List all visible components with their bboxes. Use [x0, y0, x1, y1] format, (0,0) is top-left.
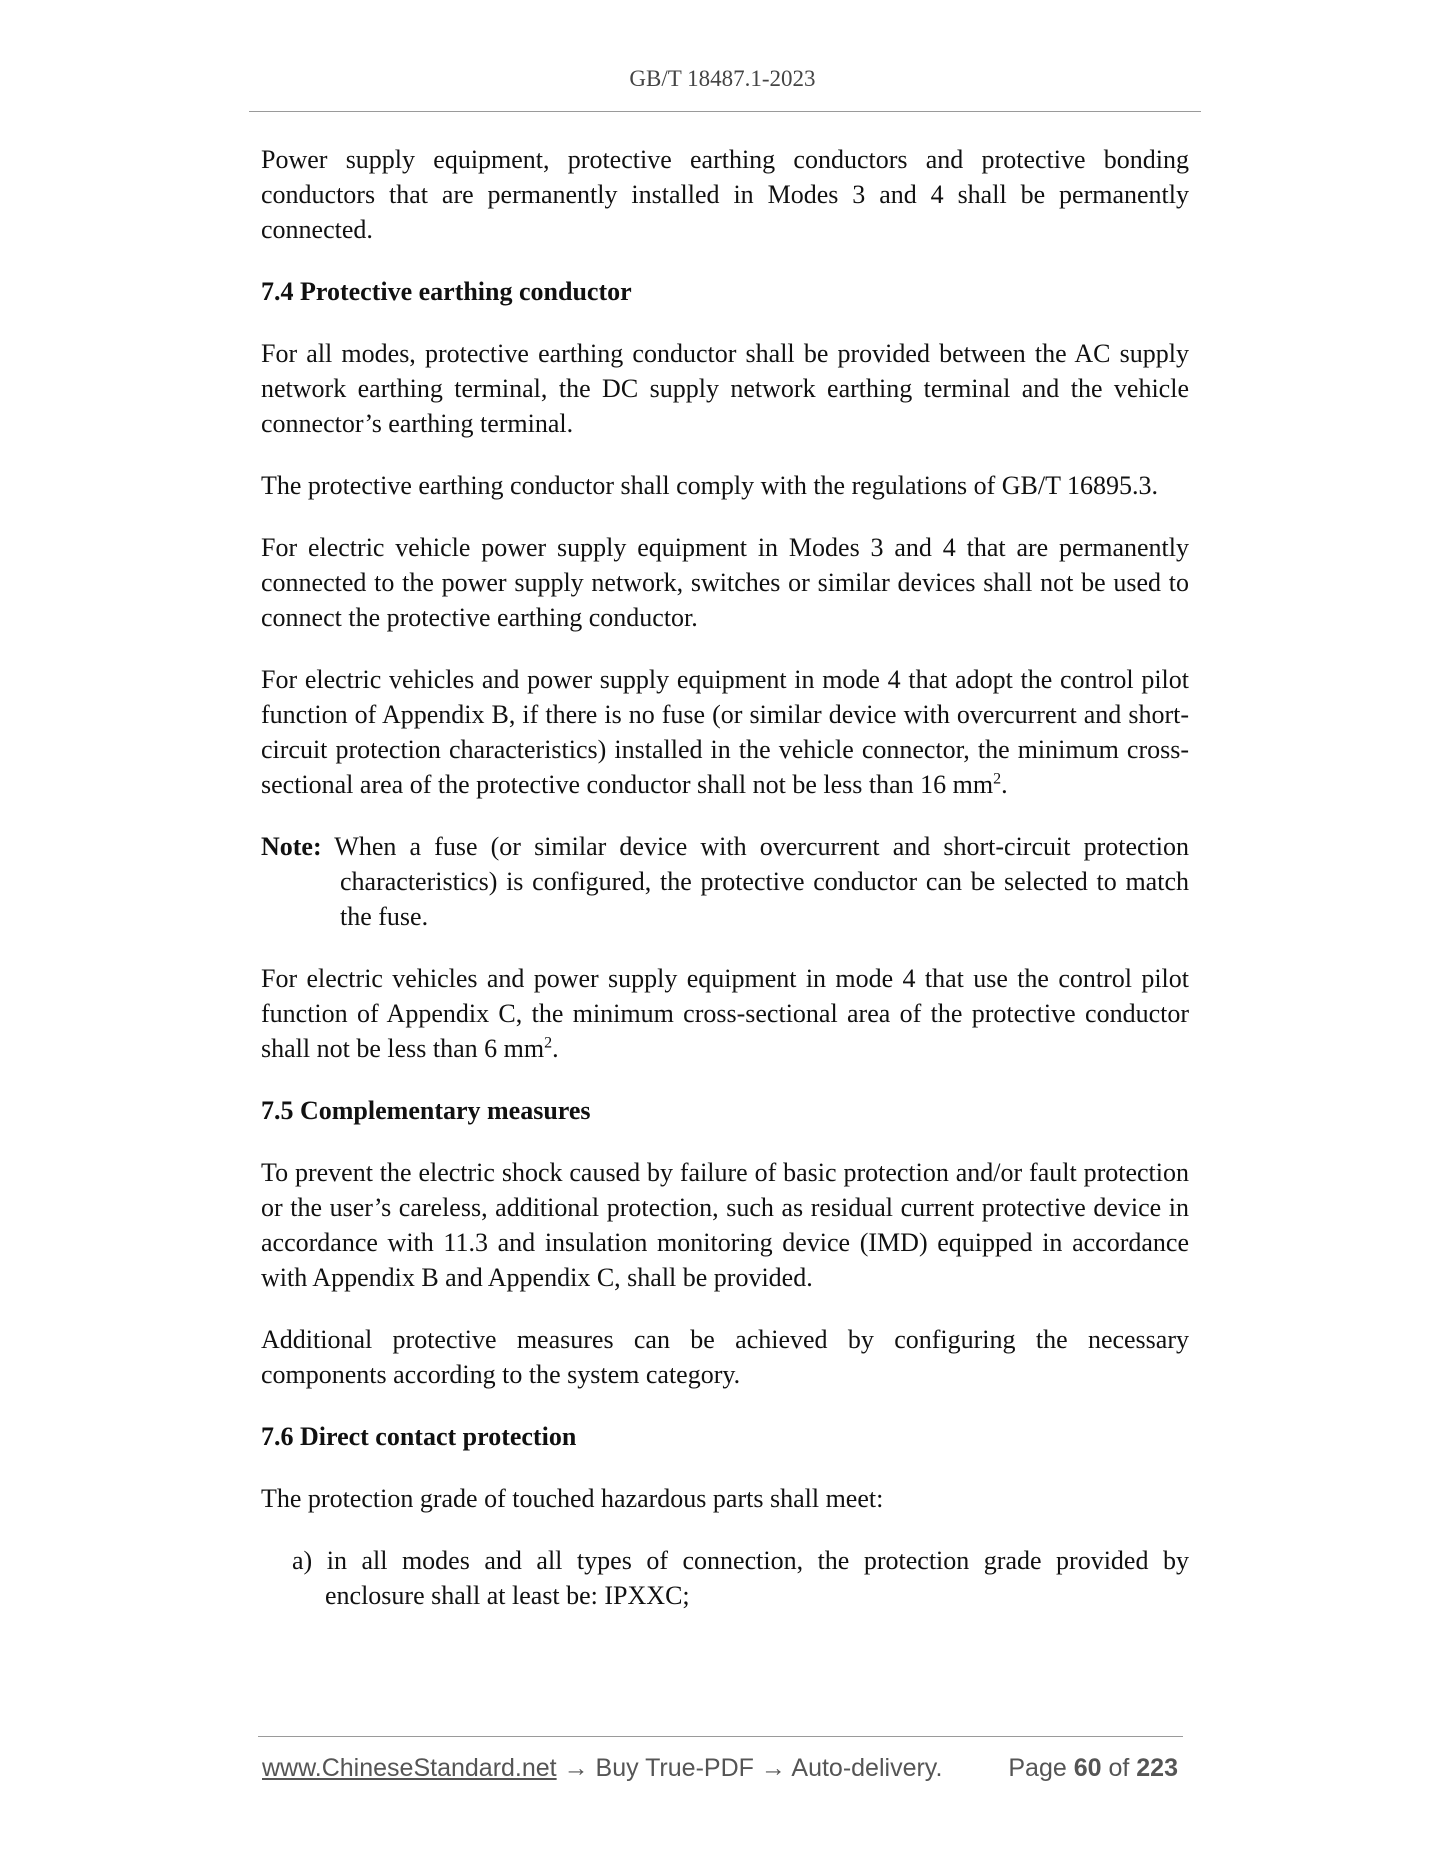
promo-text: → Buy True-PDF → Auto-delivery. — [556, 1754, 943, 1782]
list-item: a) in all modes and all types of connection, the protection grade provided by enclosure shall at least be: IPXXC; — [292, 1546, 1189, 1610]
paragraph: For all modes, protective earthing conductor shall be provided between the AC supply network earthing terminal, the DC supply network earthing terminal and the vehicle connector’s earthing terminal. — [261, 339, 1189, 438]
header-divider — [249, 111, 1201, 112]
paragraph-end: . — [552, 1034, 559, 1063]
footer-promo — [262, 1754, 942, 1783]
page-label: Page — [1008, 1754, 1067, 1782]
section-heading-7-6: 7.6 Direct contact protection — [261, 1422, 577, 1451]
paragraph: Additional protective measures can be achieved by configuring the necessary components according to the system category. — [261, 1325, 1189, 1389]
website-link[interactable]: www.ChineseStandard.net — [262, 1754, 557, 1782]
paragraph — [261, 961, 1189, 1066]
superscript: 2 — [993, 770, 1002, 788]
paragraph: To prevent the electric shock caused by failure of basic protection and/or fault protection or the user’s careless, additional protection, such as residual current protective device in accordance with 11.3 and insulation monitoring device (IMD) equipped in accordance with Appendix B and Appendix C, shall be provided. — [261, 1158, 1189, 1292]
footer-divider — [258, 1736, 1183, 1737]
page-number: 60 — [1073, 1754, 1102, 1782]
paragraph: Power supply equipment, protective earthing conductors and protective bonding conductors that are permanently installed in Modes 3 and 4 shall be permanently connected. — [261, 145, 1189, 244]
section-heading-7-5: 7.5 Complementary measures — [261, 1096, 591, 1125]
document-body — [261, 142, 1189, 1640]
note-label: Note: — [261, 832, 322, 861]
paragraph — [261, 662, 1189, 802]
superscript: 2 — [544, 1034, 553, 1052]
paragraph-text: For electric vehicles and power supply equipment in mode 4 that use the control pilot function of Appendix C, the minimum cross-sectional area of the protective conductor shall not be less than 6 mm — [261, 964, 1189, 1063]
document-header: GB/T 18487.1-2023 — [629, 66, 816, 91]
paragraph-text: For electric vehicles and power supply equipment in mode 4 that adopt the control pilot function of Appendix B, if there is no fuse (or similar device with overcurrent and short-circuit protection characteristics) installed in the vehicle connector, the minimum cross-sectional area of the protective conductor shall not be less than 16 mm — [261, 665, 1189, 799]
paragraph: For electric vehicle power supply equipment in Modes 3 and 4 that are permanently connected to the power supply network, switches or similar devices shall not be used to connect the protective earthing conductor. — [261, 533, 1189, 632]
page-total: 223 — [1136, 1754, 1178, 1782]
of-label: of — [1108, 1754, 1130, 1782]
paragraph-end: . — [1001, 770, 1008, 799]
note-text: When a fuse (or similar device with overcurrent and short-circuit protection characteristics) is configured, the protective conductor can be selected to match the fuse. — [321, 832, 1189, 931]
paragraph: The protection grade of touched hazardous parts shall meet: — [261, 1484, 884, 1513]
page-indicator — [1008, 1754, 1178, 1783]
paragraph: The protective earthing conductor shall comply with the regulations of GB/T 16895.3. — [261, 471, 1159, 500]
section-heading-7-4: 7.4 Protective earthing conductor — [261, 277, 632, 306]
note — [261, 829, 1189, 934]
